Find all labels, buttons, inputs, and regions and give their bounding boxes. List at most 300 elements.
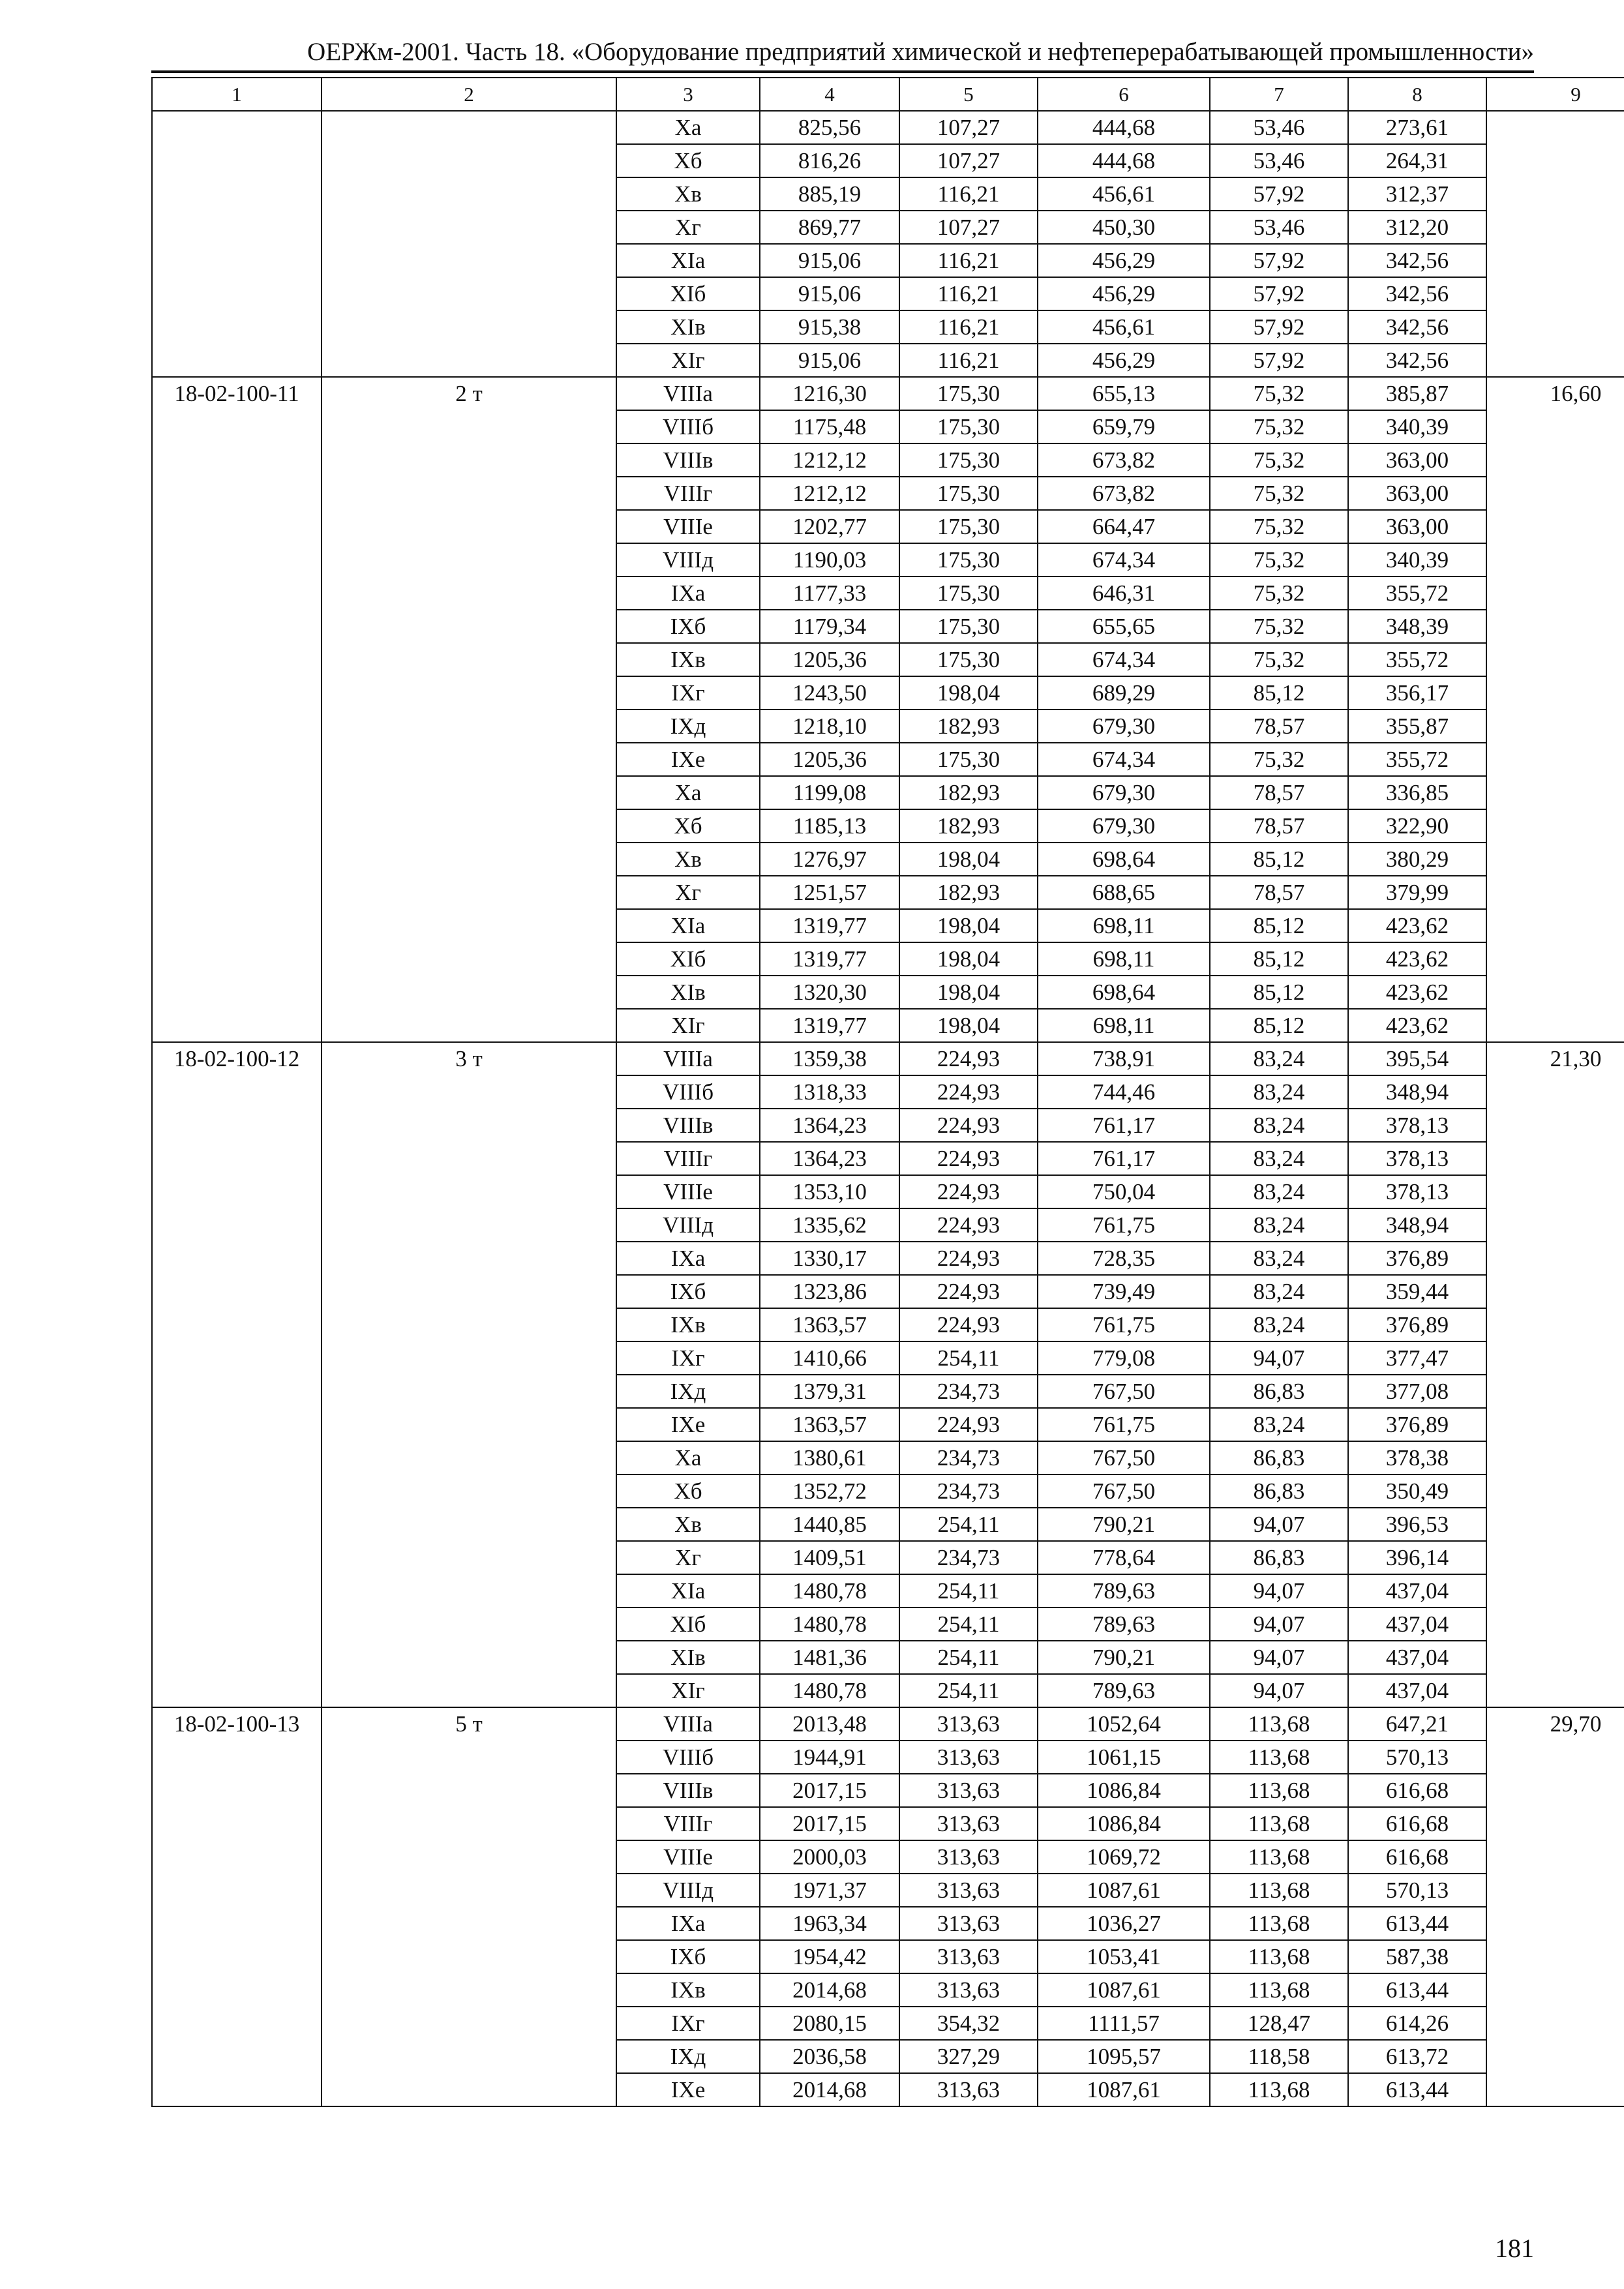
materials-cost-cell: 355,72 — [1348, 576, 1486, 610]
total-cost-cell: 915,06 — [760, 344, 899, 377]
labor-hours-cell: 16,60 — [1486, 377, 1624, 1042]
total-cost-cell: 1318,33 — [760, 1075, 899, 1109]
total-cost-cell: 1202,77 — [760, 510, 899, 543]
materials-cost-cell: 570,13 — [1348, 1874, 1486, 1907]
materials-cost-cell: 380,29 — [1348, 843, 1486, 876]
material-group-cell: XIб — [616, 1608, 760, 1641]
material-group-cell: VIIIг — [616, 1807, 760, 1840]
total-cost-cell: 2017,15 — [760, 1774, 899, 1807]
materials-cost-cell: 385,87 — [1348, 377, 1486, 410]
total-cost-cell: 915,06 — [760, 244, 899, 277]
wages-cell: 224,93 — [899, 1142, 1038, 1175]
materials-cost-cell: 378,13 — [1348, 1142, 1486, 1175]
materials-cost-cell: 570,13 — [1348, 1741, 1486, 1774]
materials-cost-cell: 376,89 — [1348, 1408, 1486, 1441]
material-group-cell: VIIIб — [616, 1075, 760, 1109]
machine-cost-cell: 688,65 — [1038, 876, 1210, 909]
machine-cost-cell: 444,68 — [1038, 111, 1210, 144]
machinist-wages-cell: 83,24 — [1210, 1242, 1348, 1275]
materials-cost-cell: 613,44 — [1348, 1907, 1486, 1940]
machinist-wages-cell: 75,32 — [1210, 443, 1348, 477]
wages-cell: 224,93 — [899, 1075, 1038, 1109]
machine-cost-cell: 698,64 — [1038, 976, 1210, 1009]
wages-cell: 116,21 — [899, 344, 1038, 377]
equipment-mass-cell: 5 т — [322, 1707, 616, 2106]
labor-hours-cell — [1486, 111, 1624, 377]
material-group-cell: IXд — [616, 2040, 760, 2073]
machinist-wages-cell: 113,68 — [1210, 2073, 1348, 2106]
machine-cost-cell: 698,64 — [1038, 843, 1210, 876]
machinist-wages-cell: 78,57 — [1210, 876, 1348, 909]
machinist-wages-cell: 75,32 — [1210, 743, 1348, 776]
material-group-cell: VIIIб — [616, 410, 760, 443]
total-cost-cell: 1363,57 — [760, 1408, 899, 1441]
rate-code-cell: 18-02-100-11 — [152, 377, 322, 1042]
column-number: 8 — [1348, 78, 1486, 111]
material-group-cell: XIг — [616, 1674, 760, 1707]
materials-cost-cell: 350,49 — [1348, 1474, 1486, 1508]
total-cost-cell: 1205,36 — [760, 743, 899, 776]
machine-cost-cell: 761,75 — [1038, 1308, 1210, 1341]
material-group-cell: XIб — [616, 277, 760, 310]
total-cost-cell: 1954,42 — [760, 1940, 899, 1973]
rates-table — [151, 77, 1624, 2107]
material-group-cell: VIIIе — [616, 1840, 760, 1874]
materials-cost-cell: 616,68 — [1348, 1807, 1486, 1840]
machine-cost-cell: 750,04 — [1038, 1175, 1210, 1208]
machinist-wages-cell: 113,68 — [1210, 1840, 1348, 1874]
material-group-cell: IXг — [616, 1341, 760, 1375]
material-group-cell: IXв — [616, 643, 760, 676]
machine-cost-cell: 789,63 — [1038, 1674, 1210, 1707]
total-cost-cell: 1185,13 — [760, 809, 899, 843]
material-group-cell: XIг — [616, 344, 760, 377]
total-cost-cell: 1212,12 — [760, 477, 899, 510]
wages-cell: 198,04 — [899, 676, 1038, 710]
equipment-mass-cell: 2 т — [322, 377, 616, 1042]
machine-cost-cell: 698,11 — [1038, 1009, 1210, 1042]
total-cost-cell: 2013,48 — [760, 1707, 899, 1741]
materials-cost-cell: 342,56 — [1348, 277, 1486, 310]
machinist-wages-cell: 113,68 — [1210, 1940, 1348, 1973]
labor-hours-cell: 29,70 — [1486, 1707, 1624, 2106]
materials-cost-cell: 423,62 — [1348, 1009, 1486, 1042]
material-group-cell: Xa — [616, 111, 760, 144]
material-group-cell: Xг — [616, 211, 760, 244]
materials-cost-cell: 363,00 — [1348, 510, 1486, 543]
machinist-wages-cell: 57,92 — [1210, 344, 1348, 377]
material-group-cell: XIa — [616, 244, 760, 277]
wages-cell: 198,04 — [899, 909, 1038, 942]
total-cost-cell: 1379,31 — [760, 1375, 899, 1408]
wages-cell: 198,04 — [899, 1009, 1038, 1042]
total-cost-cell: 1944,91 — [760, 1741, 899, 1774]
machine-cost-cell: 646,31 — [1038, 576, 1210, 610]
machinist-wages-cell: 85,12 — [1210, 909, 1348, 942]
material-group-cell: Xг — [616, 876, 760, 909]
total-cost-cell: 1440,85 — [760, 1508, 899, 1541]
machinist-wages-cell: 75,32 — [1210, 610, 1348, 643]
machinist-wages-cell: 94,07 — [1210, 1674, 1348, 1707]
machine-cost-cell: 679,30 — [1038, 809, 1210, 843]
machinist-wages-cell: 113,68 — [1210, 1874, 1348, 1907]
total-cost-cell: 1319,77 — [760, 942, 899, 976]
material-group-cell: VIIIa — [616, 377, 760, 410]
material-group-cell: VIIIa — [616, 1042, 760, 1075]
materials-cost-cell: 340,39 — [1348, 410, 1486, 443]
machine-cost-cell: 655,65 — [1038, 610, 1210, 643]
wages-cell: 224,93 — [899, 1308, 1038, 1341]
material-group-cell: VIIIa — [616, 1707, 760, 1741]
machinist-wages-cell: 113,68 — [1210, 1907, 1348, 1940]
machinist-wages-cell: 75,32 — [1210, 410, 1348, 443]
materials-cost-cell: 363,00 — [1348, 443, 1486, 477]
wages-cell: 182,93 — [899, 710, 1038, 743]
machine-cost-cell: 1087,61 — [1038, 2073, 1210, 2106]
material-group-cell: IXд — [616, 1375, 760, 1408]
machinist-wages-cell: 86,83 — [1210, 1541, 1348, 1574]
wages-cell: 107,27 — [899, 111, 1038, 144]
machinist-wages-cell: 83,24 — [1210, 1208, 1348, 1242]
machinist-wages-cell: 83,24 — [1210, 1175, 1348, 1208]
wages-cell: 354,32 — [899, 2007, 1038, 2040]
total-cost-cell: 1480,78 — [760, 1674, 899, 1707]
wages-cell: 313,63 — [899, 1940, 1038, 1973]
total-cost-cell: 1480,78 — [760, 1574, 899, 1608]
material-group-cell: VIIIг — [616, 477, 760, 510]
material-group-cell: Xa — [616, 776, 760, 809]
page-header: ОЕРЖм-2001. Часть 18. «Оборудование предприятий химической и нефтеперерабатывающей промышленности» — [307, 38, 1534, 66]
machine-cost-cell: 664,47 — [1038, 510, 1210, 543]
material-group-cell: XIв — [616, 976, 760, 1009]
total-cost-cell: 915,06 — [760, 277, 899, 310]
machinist-wages-cell: 53,46 — [1210, 144, 1348, 177]
wages-cell: 254,11 — [899, 1608, 1038, 1641]
total-cost-cell: 915,38 — [760, 310, 899, 344]
total-cost-cell: 1481,36 — [760, 1641, 899, 1674]
total-cost-cell: 1179,34 — [760, 610, 899, 643]
total-cost-cell: 1363,57 — [760, 1308, 899, 1341]
machine-cost-cell: 1095,57 — [1038, 2040, 1210, 2073]
materials-cost-cell: 437,04 — [1348, 1608, 1486, 1641]
column-number: 9 — [1486, 78, 1624, 111]
material-group-cell: XIб — [616, 942, 760, 976]
wages-cell: 234,73 — [899, 1474, 1038, 1508]
machine-cost-cell: 679,30 — [1038, 710, 1210, 743]
machinist-wages-cell: 53,46 — [1210, 111, 1348, 144]
material-group-cell: IXе — [616, 1408, 760, 1441]
machinist-wages-cell: 86,83 — [1210, 1474, 1348, 1508]
materials-cost-cell: 437,04 — [1348, 1641, 1486, 1674]
material-group-cell: VIIIд — [616, 1208, 760, 1242]
wages-cell: 116,21 — [899, 244, 1038, 277]
machinist-wages-cell: 86,83 — [1210, 1441, 1348, 1474]
wages-cell: 198,04 — [899, 942, 1038, 976]
material-group-cell: Xв — [616, 1508, 760, 1541]
material-group-cell: Xa — [616, 1441, 760, 1474]
material-group-cell: VIIIв — [616, 443, 760, 477]
machinist-wages-cell: 85,12 — [1210, 976, 1348, 1009]
material-group-cell: IXе — [616, 743, 760, 776]
machine-cost-cell: 689,29 — [1038, 676, 1210, 710]
machinist-wages-cell: 75,32 — [1210, 510, 1348, 543]
wages-cell: 313,63 — [899, 1807, 1038, 1840]
machine-cost-cell: 1087,61 — [1038, 1973, 1210, 2007]
machinist-wages-cell: 78,57 — [1210, 809, 1348, 843]
machinist-wages-cell: 78,57 — [1210, 710, 1348, 743]
machinist-wages-cell: 94,07 — [1210, 1641, 1348, 1674]
column-number: 3 — [616, 78, 760, 111]
page-number: 181 — [1495, 2234, 1534, 2263]
column-number: 4 — [760, 78, 899, 111]
machine-cost-cell: 679,30 — [1038, 776, 1210, 809]
machine-cost-cell: 778,64 — [1038, 1541, 1210, 1574]
column-number: 6 — [1038, 78, 1210, 111]
machinist-wages-cell: 94,07 — [1210, 1574, 1348, 1608]
machinist-wages-cell: 75,32 — [1210, 643, 1348, 676]
column-number: 5 — [899, 78, 1038, 111]
total-cost-cell: 869,77 — [760, 211, 899, 244]
rate-code-cell: 18-02-100-12 — [152, 1042, 322, 1707]
material-group-cell: Xв — [616, 177, 760, 211]
wages-cell: 107,27 — [899, 211, 1038, 244]
machinist-wages-cell: 57,92 — [1210, 310, 1348, 344]
machine-cost-cell: 738,91 — [1038, 1042, 1210, 1075]
machinist-wages-cell: 75,32 — [1210, 377, 1348, 410]
machinist-wages-cell: 85,12 — [1210, 676, 1348, 710]
wages-cell: 313,63 — [899, 1774, 1038, 1807]
machine-cost-cell: 767,50 — [1038, 1441, 1210, 1474]
machinist-wages-cell: 57,92 — [1210, 177, 1348, 211]
machine-cost-cell: 659,79 — [1038, 410, 1210, 443]
material-group-cell: IXв — [616, 1973, 760, 2007]
machine-cost-cell: 674,34 — [1038, 643, 1210, 676]
materials-cost-cell: 396,14 — [1348, 1541, 1486, 1574]
machinist-wages-cell: 83,24 — [1210, 1275, 1348, 1308]
wages-cell: 313,63 — [899, 1741, 1038, 1774]
machine-cost-cell: 444,68 — [1038, 144, 1210, 177]
machine-cost-cell: 1111,57 — [1038, 2007, 1210, 2040]
materials-cost-cell: 359,44 — [1348, 1275, 1486, 1308]
total-cost-cell: 1335,62 — [760, 1208, 899, 1242]
table-row — [152, 1042, 1624, 1075]
material-group-cell: IXг — [616, 2007, 760, 2040]
machine-cost-cell: 1069,72 — [1038, 1840, 1210, 1874]
table-row — [152, 377, 1624, 410]
wages-cell: 313,63 — [899, 1907, 1038, 1940]
machinist-wages-cell: 85,12 — [1210, 942, 1348, 976]
materials-cost-cell: 355,72 — [1348, 643, 1486, 676]
machinist-wages-cell: 94,07 — [1210, 1508, 1348, 1541]
materials-cost-cell: 377,47 — [1348, 1341, 1486, 1375]
materials-cost-cell: 379,99 — [1348, 876, 1486, 909]
total-cost-cell: 1177,33 — [760, 576, 899, 610]
total-cost-cell: 1409,51 — [760, 1541, 899, 1574]
machine-cost-cell: 456,61 — [1038, 177, 1210, 211]
machine-cost-cell: 761,75 — [1038, 1408, 1210, 1441]
wages-cell: 224,93 — [899, 1242, 1038, 1275]
machinist-wages-cell: 75,32 — [1210, 477, 1348, 510]
wages-cell: 175,30 — [899, 477, 1038, 510]
table-row — [152, 111, 1624, 144]
material-group-cell: XIв — [616, 1641, 760, 1674]
materials-cost-cell: 363,00 — [1348, 477, 1486, 510]
total-cost-cell: 816,26 — [760, 144, 899, 177]
total-cost-cell: 1323,86 — [760, 1275, 899, 1308]
wages-cell: 254,11 — [899, 1508, 1038, 1541]
materials-cost-cell: 355,87 — [1348, 710, 1486, 743]
machinist-wages-cell: 128,47 — [1210, 2007, 1348, 2040]
materials-cost-cell: 377,08 — [1348, 1375, 1486, 1408]
total-cost-cell: 2014,68 — [760, 1973, 899, 2007]
machine-cost-cell: 1036,27 — [1038, 1907, 1210, 1940]
materials-cost-cell: 614,26 — [1348, 2007, 1486, 2040]
wages-cell: 224,93 — [899, 1408, 1038, 1441]
materials-cost-cell: 423,62 — [1348, 909, 1486, 942]
machinist-wages-cell: 83,24 — [1210, 1042, 1348, 1075]
total-cost-cell: 2036,58 — [760, 2040, 899, 2073]
wages-cell: 224,93 — [899, 1275, 1038, 1308]
wages-cell: 224,93 — [899, 1208, 1038, 1242]
machinist-wages-cell: 113,68 — [1210, 1741, 1348, 1774]
material-group-cell: IXб — [616, 610, 760, 643]
materials-cost-cell: 322,90 — [1348, 809, 1486, 843]
material-group-cell: VIIIе — [616, 1175, 760, 1208]
wages-cell: 107,27 — [899, 144, 1038, 177]
machine-cost-cell: 790,21 — [1038, 1641, 1210, 1674]
machine-cost-cell: 456,29 — [1038, 277, 1210, 310]
machinist-wages-cell: 86,83 — [1210, 1375, 1348, 1408]
wages-cell: 224,93 — [899, 1042, 1038, 1075]
rate-code-cell: 18-02-100-13 — [152, 1707, 322, 2106]
machinist-wages-cell: 85,12 — [1210, 843, 1348, 876]
machinist-wages-cell: 94,07 — [1210, 1608, 1348, 1641]
machine-cost-cell: 674,34 — [1038, 543, 1210, 576]
machinist-wages-cell: 75,32 — [1210, 543, 1348, 576]
wages-cell: 254,11 — [899, 1641, 1038, 1674]
material-group-cell: IXa — [616, 576, 760, 610]
total-cost-cell: 1410,66 — [760, 1341, 899, 1375]
material-group-cell: IXб — [616, 1275, 760, 1308]
wages-cell: 234,73 — [899, 1375, 1038, 1408]
materials-cost-cell: 587,38 — [1348, 1940, 1486, 1973]
total-cost-cell: 1205,36 — [760, 643, 899, 676]
wages-cell: 175,30 — [899, 543, 1038, 576]
wages-cell: 224,93 — [899, 1109, 1038, 1142]
material-group-cell: IXa — [616, 1242, 760, 1275]
wages-cell: 198,04 — [899, 976, 1038, 1009]
table-body — [152, 111, 1624, 2106]
materials-cost-cell: 378,38 — [1348, 1441, 1486, 1474]
material-group-cell: IXa — [616, 1907, 760, 1940]
materials-cost-cell: 395,54 — [1348, 1042, 1486, 1075]
total-cost-cell: 1320,30 — [760, 976, 899, 1009]
materials-cost-cell: 348,94 — [1348, 1208, 1486, 1242]
machine-cost-cell: 790,21 — [1038, 1508, 1210, 1541]
material-group-cell: IXб — [616, 1940, 760, 1973]
wages-cell: 198,04 — [899, 843, 1038, 876]
material-group-cell: IXв — [616, 1308, 760, 1341]
materials-cost-cell: 312,37 — [1348, 177, 1486, 211]
materials-cost-cell: 342,56 — [1348, 244, 1486, 277]
column-number: 2 — [322, 78, 616, 111]
machine-cost-cell: 456,29 — [1038, 344, 1210, 377]
machine-cost-cell: 673,82 — [1038, 477, 1210, 510]
total-cost-cell: 2080,15 — [760, 2007, 899, 2040]
total-cost-cell: 2014,68 — [760, 2073, 899, 2106]
machinist-wages-cell: 57,92 — [1210, 277, 1348, 310]
wages-cell: 224,93 — [899, 1175, 1038, 1208]
materials-cost-cell: 613,72 — [1348, 2040, 1486, 2073]
material-group-cell: VIIIд — [616, 543, 760, 576]
total-cost-cell: 1251,57 — [760, 876, 899, 909]
machine-cost-cell: 456,61 — [1038, 310, 1210, 344]
materials-cost-cell: 264,31 — [1348, 144, 1486, 177]
material-group-cell: VIIIг — [616, 1142, 760, 1175]
wages-cell: 313,63 — [899, 1874, 1038, 1907]
machinist-wages-cell: 83,24 — [1210, 1109, 1348, 1142]
machine-cost-cell: 450,30 — [1038, 211, 1210, 244]
wages-cell: 313,63 — [899, 2073, 1038, 2106]
materials-cost-cell: 647,21 — [1348, 1707, 1486, 1741]
machinist-wages-cell: 113,68 — [1210, 1807, 1348, 1840]
machinist-wages-cell: 118,58 — [1210, 2040, 1348, 2073]
machine-cost-cell: 698,11 — [1038, 909, 1210, 942]
materials-cost-cell: 423,62 — [1348, 976, 1486, 1009]
machine-cost-cell: 789,63 — [1038, 1574, 1210, 1608]
machinist-wages-cell: 113,68 — [1210, 1707, 1348, 1741]
materials-cost-cell: 340,39 — [1348, 543, 1486, 576]
machine-cost-cell: 674,34 — [1038, 743, 1210, 776]
total-cost-cell: 1352,72 — [760, 1474, 899, 1508]
total-cost-cell: 1212,12 — [760, 443, 899, 477]
machine-cost-cell: 767,50 — [1038, 1375, 1210, 1408]
machinist-wages-cell: 83,24 — [1210, 1408, 1348, 1441]
total-cost-cell: 1364,23 — [760, 1109, 899, 1142]
total-cost-cell: 1218,10 — [760, 710, 899, 743]
machine-cost-cell: 1086,84 — [1038, 1807, 1210, 1840]
wages-cell: 327,29 — [899, 2040, 1038, 2073]
total-cost-cell: 1353,10 — [760, 1175, 899, 1208]
materials-cost-cell: 376,89 — [1348, 1308, 1486, 1341]
materials-cost-cell: 437,04 — [1348, 1574, 1486, 1608]
machine-cost-cell: 779,08 — [1038, 1341, 1210, 1375]
materials-cost-cell: 342,56 — [1348, 310, 1486, 344]
wages-cell: 175,30 — [899, 643, 1038, 676]
materials-cost-cell: 348,39 — [1348, 610, 1486, 643]
wages-cell: 175,30 — [899, 377, 1038, 410]
wages-cell: 175,30 — [899, 443, 1038, 477]
wages-cell: 182,93 — [899, 876, 1038, 909]
machine-cost-cell: 744,46 — [1038, 1075, 1210, 1109]
wages-cell: 175,30 — [899, 610, 1038, 643]
materials-cost-cell: 273,61 — [1348, 111, 1486, 144]
machine-cost-cell: 655,13 — [1038, 377, 1210, 410]
machine-cost-cell: 698,11 — [1038, 942, 1210, 976]
total-cost-cell: 1199,08 — [760, 776, 899, 809]
wages-cell: 254,11 — [899, 1674, 1038, 1707]
total-cost-cell: 885,19 — [760, 177, 899, 211]
total-cost-cell: 2017,15 — [760, 1807, 899, 1840]
machinist-wages-cell: 83,24 — [1210, 1308, 1348, 1341]
machinist-wages-cell: 57,92 — [1210, 244, 1348, 277]
equipment-mass-cell — [322, 111, 616, 377]
materials-cost-cell: 616,68 — [1348, 1774, 1486, 1807]
total-cost-cell: 1319,77 — [760, 1009, 899, 1042]
wages-cell: 175,30 — [899, 743, 1038, 776]
wages-cell: 234,73 — [899, 1541, 1038, 1574]
machine-cost-cell: 1061,15 — [1038, 1741, 1210, 1774]
